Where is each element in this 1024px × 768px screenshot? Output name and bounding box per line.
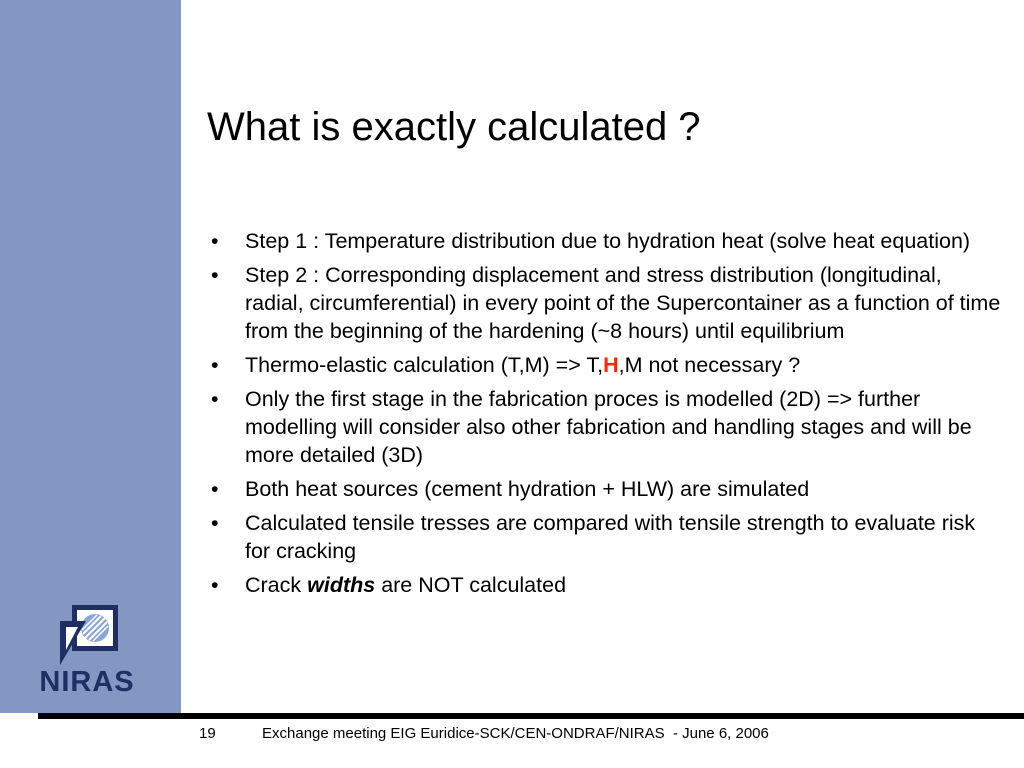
bullet-text: Only the first stage in the fabrication proces is modelled (2D) => further modelling will consider also other fabrication and handling stages and will be more detailed (3D) (245, 387, 972, 467)
bullet-text: Step 2 : Corresponding displacement and stress distribution (longitudinal, radial, circumferential) in every point of the Supercontainer as a function of time from the beginning of the hardening (~8 hours) until equilibrium (245, 263, 1001, 343)
bullet-text: Calculated tensile tresses are compared with tensile strength to evaluate risk for cracking (245, 511, 976, 563)
emphasis-widths: widths (307, 573, 376, 597)
footer-divider (38, 713, 1024, 719)
bullet-item (211, 227, 1001, 255)
slide-title: What is exactly calculated ? (207, 105, 701, 149)
bullet-marker: • (211, 263, 219, 287)
bullet-item (211, 475, 1001, 503)
bullet-text: Both heat sources (cement hydration + HLW) are simulated (245, 477, 810, 501)
bullet-item (211, 385, 1001, 469)
bullet-text-part: are NOT calculated (375, 573, 567, 597)
bullet-marker: • (211, 353, 219, 377)
footer-text: Exchange meeting EIG Euridice-SCK/CEN-ONDRAF/NIRAS - June 6, 2006 (262, 725, 769, 742)
bullet-text: Step 1 : Temperature distribution due to hydration heat (solve heat equation) (245, 229, 971, 253)
bullet-item (211, 351, 1001, 379)
footer (0, 724, 1024, 744)
page-number: 19 (199, 725, 216, 742)
bullet-text-part: Thermo-elastic calculation (T,M) => T, (245, 353, 604, 377)
bullet-text-part: ,M not necessary ? (618, 353, 801, 377)
bullet-marker: • (211, 511, 219, 535)
bullet-marker: • (211, 387, 219, 411)
bullet-item (211, 509, 1001, 565)
bullet-item (211, 571, 1001, 599)
niras-logo (36, 605, 138, 701)
bullet-text-part: Crack (245, 573, 308, 597)
highlight-h: H (603, 353, 619, 377)
bullet-marker: • (211, 477, 219, 501)
bullet-marker: • (211, 573, 219, 597)
logo-wordmark: NIRAS (39, 666, 135, 698)
bullet-item (211, 261, 1001, 345)
niras-logo-icon (56, 605, 118, 667)
bullet-marker: • (211, 229, 219, 253)
bullet-list (211, 227, 1001, 605)
